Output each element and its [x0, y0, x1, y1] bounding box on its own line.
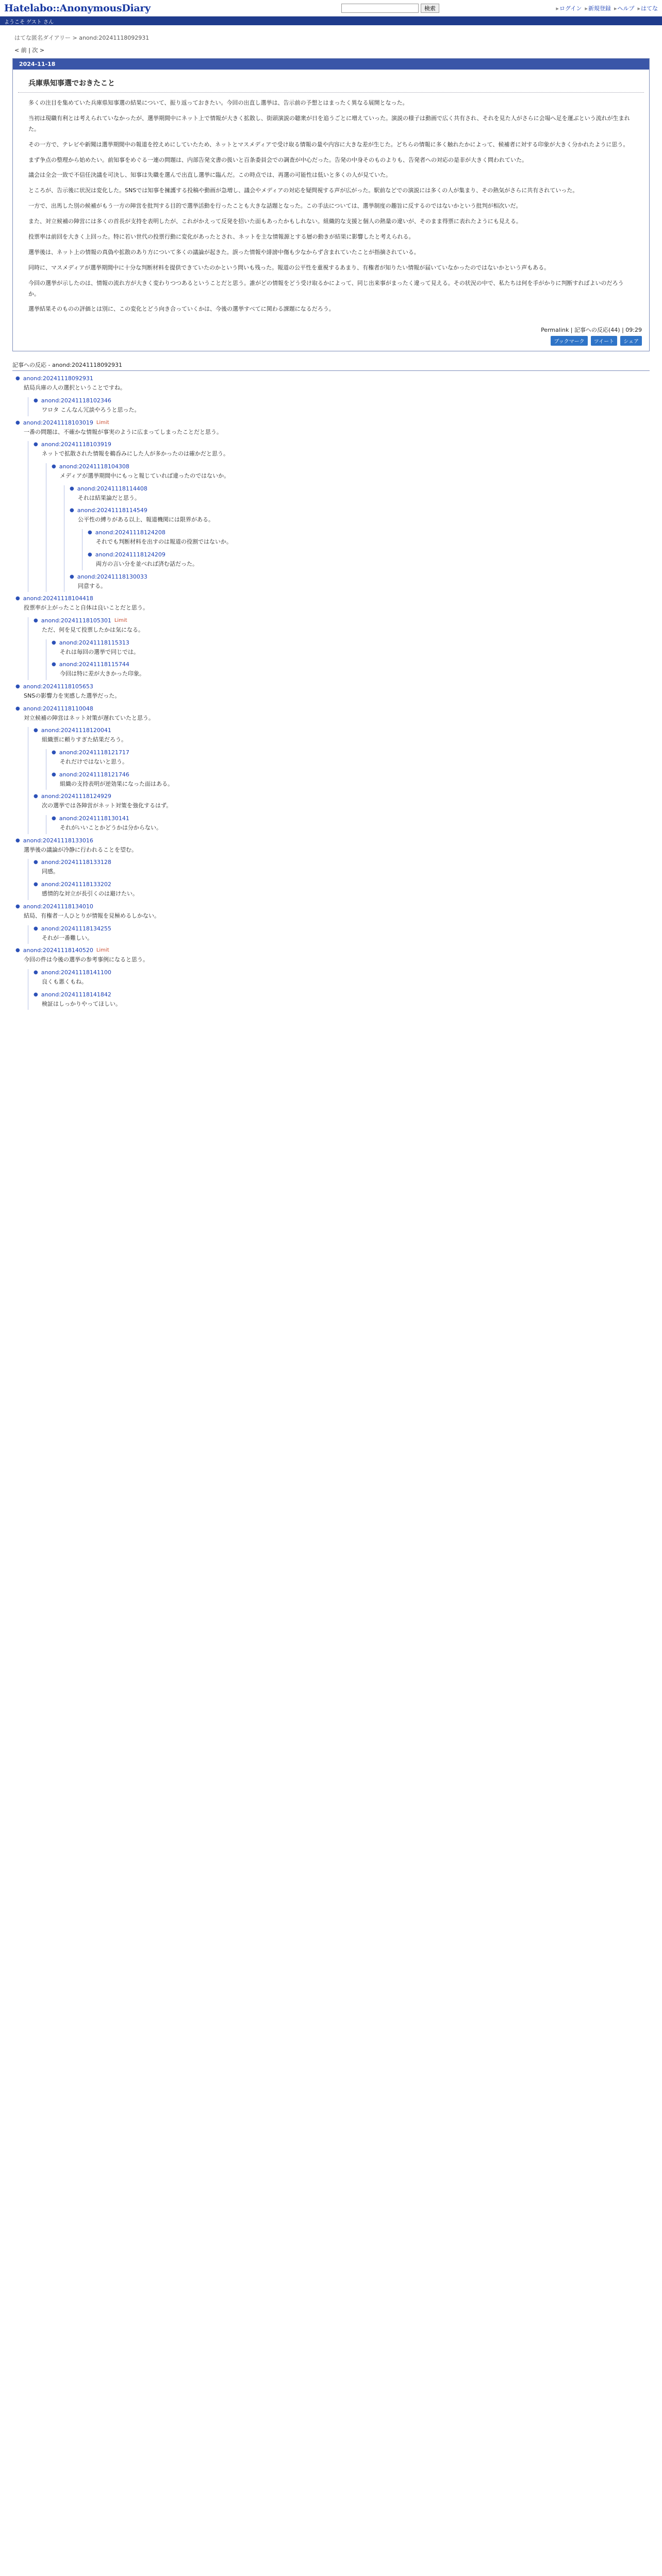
entry-paragraph: 選挙結果そのものの評価とは別に、この変化とどう向き合っていくかは、今後の選挙すべてに関わる課題になるだろう。: [28, 306, 335, 313]
comment-header: [34, 727, 650, 734]
entry-paragraph: また、対立候補の陣営には多くの首長が支持を表明したが、これがかえって反発を招いた面もあったかもしれない。組織的な支援と個人の熱量の違いが、そのまま得票に表れたようにも見える。: [28, 218, 522, 225]
comment-badge: Limit: [96, 947, 109, 954]
comment-replies: [64, 485, 650, 592]
comment-bullet-icon: ●: [88, 551, 92, 557]
comment-bullet-icon: ●: [52, 662, 56, 668]
site-logo[interactable]: Hatelabo::AnonymousDiary: [4, 2, 151, 14]
comment-header: [15, 375, 650, 382]
comment-header: [34, 969, 650, 976]
comment-link[interactable]: anond:20241118105301: [41, 617, 111, 624]
comment: [34, 727, 650, 790]
comment-text: 両方の言い分を並べれば済む話だった。: [96, 560, 198, 567]
comment-text: 今回は特に差が大きかった印象。: [60, 670, 145, 677]
comment-link[interactable]: anond:20241118134255: [41, 925, 111, 932]
comment-text: それが一番難しい。: [42, 934, 93, 941]
comment-header: [34, 991, 650, 998]
comment-bullet-icon: ●: [15, 903, 20, 909]
entry-paragraph: 一方で、出馬した別の候補がもう一方の陣営を批判する目的で選挙活動を行ったことも大きな話題となった。この手法については、選挙制度の趣旨に反するのではないかという批判が相次いだ。: [28, 202, 522, 210]
comment: [52, 661, 650, 680]
comment: [52, 815, 650, 834]
entry-paragraph: その一方で、テレビや新聞は選挙期間中の報道を控えめにしていたため、ネットとマスメディアで受け取る情報の量や内容に大きな差が生じた。どちらの情報に多く触れたかによって、候補者に対する印象が大きく分かれたように思う。: [28, 141, 629, 148]
comment-replies: [46, 815, 650, 834]
comment-header: [34, 441, 650, 448]
comment: [15, 705, 650, 834]
comment-text: 投票率が上がったこと自体は良いことだと思う。: [24, 604, 148, 612]
entry-paragraph: 今回の選挙が示したのは、情報の流れ方が大きく変わりつつあるということだと思う。誰がどの情報をどう受け取るかによって、同じ出来事がまったく違って見える。その状況の中で、私たちは何を手がかりに判断すればよいのだろうか。: [28, 279, 624, 297]
comments-header: 記事への反応 - anond:20241118092931: [12, 361, 650, 371]
comment-badge: Limit: [114, 617, 127, 623]
comment-bullet-icon: ●: [34, 442, 38, 448]
comment-link[interactable]: anond:20241118104308: [59, 463, 129, 470]
comment-link[interactable]: anond:20241118130033: [77, 573, 147, 580]
comment-link[interactable]: anond:20241118104418: [23, 595, 93, 602]
comment-link[interactable]: anond:20241118124209: [95, 551, 166, 558]
comment: [88, 529, 650, 548]
comment-header: [70, 573, 650, 580]
entry-paragraph: まず争点の整理から始めたい。前知事をめぐる一連の問題は、内部告発文書の扱いと百条委員会での調査が中心だった。告発の中身そのものよりも、告発者への対応の是非が大きく問われていた。: [28, 156, 527, 163]
comment-replies: [28, 925, 650, 944]
comment-replies: [28, 859, 650, 900]
entry-paragraph: 多くの注目を集めていた兵庫県知事選の結果について、振り返っておきたい。今回の出直し選挙は、告示前の予想とはまったく異なる展開となった。: [28, 99, 408, 106]
comment: [34, 617, 650, 680]
comment-link[interactable]: anond:20241118121717: [59, 749, 129, 756]
comment-text: 組織票に頼りすぎた結果だろう。: [42, 736, 127, 743]
entry-paragraph: 議会は全会一致で不信任決議を可決し、知事は失職を選んで出直し選挙に臨んだ。この時点では、再選の可能性は低いと多くの人が見ていた。: [28, 172, 391, 179]
comment-replies: [46, 749, 650, 790]
comment-link[interactable]: anond:20241118103919: [41, 441, 111, 448]
comment-link[interactable]: anond:20241118134010: [23, 903, 93, 910]
comment-badge: Limit: [96, 419, 109, 426]
comment-text: SNSの影響力を実感した選挙だった。: [24, 692, 121, 699]
comment-header: [52, 749, 650, 756]
comment-link[interactable]: anond:20241118115313: [59, 639, 129, 646]
comment: [15, 419, 650, 592]
search-input[interactable]: [341, 4, 419, 13]
comment-bullet-icon: ●: [15, 837, 20, 843]
comment: [88, 551, 650, 570]
comment-header: [34, 881, 650, 888]
comment-text: 組織の支持表明が逆効果になった面はある。: [60, 780, 173, 787]
comment-link[interactable]: anond:20241118133016: [23, 837, 93, 844]
comment-text: それは毎回の選挙で同じでは。: [60, 648, 139, 655]
comment-link[interactable]: anond:20241118110048: [23, 705, 93, 712]
comment-text: 検証はしっかりやってほしい。: [42, 1000, 121, 1007]
comment-link[interactable]: anond:20241118114549: [77, 507, 147, 514]
top-link-hatena[interactable]: ▸ はてな: [637, 4, 658, 12]
entry-paragraph: ところが、告示後に状況は変化した。SNSでは知事を擁護する投稿や動画が急増し、議会やメディアの対応を疑問視する声が広がった。駅前などでの演説には多くの人が集まり、その熱気がさらに共有されていった。: [28, 187, 578, 194]
comment-text: 次の選挙では各陣営がネット対策を強化するはず。: [42, 802, 172, 809]
comment: [52, 771, 650, 790]
comment: [34, 925, 650, 944]
comment-replies: [46, 639, 650, 680]
comment-text: それだけではないと思う。: [60, 758, 128, 766]
search-form: [341, 4, 439, 13]
comment: [70, 485, 650, 504]
comment-text: それがいいことかどうかは分からない。: [60, 824, 162, 832]
comment-link[interactable]: anond:20241118124929: [41, 793, 111, 800]
comment-header: [88, 551, 650, 558]
comment-link[interactable]: anond:20241118120041: [41, 727, 111, 734]
comment-bullet-icon: ●: [70, 507, 74, 514]
comment-replies: [46, 463, 650, 592]
comment: [15, 903, 650, 944]
comment-link[interactable]: anond:20241118102346: [41, 397, 111, 404]
comment-header: [15, 595, 650, 602]
comment-link[interactable]: anond:20241118140520: [23, 947, 93, 954]
comment-link[interactable]: anond:20241118133202: [41, 881, 111, 888]
comment-bullet-icon: ●: [52, 464, 56, 470]
search-button[interactable]: 検索: [421, 4, 439, 13]
comment-link[interactable]: anond:20241118092931: [23, 375, 93, 382]
entry-title[interactable]: 兵庫県知事選でおきたこと: [18, 70, 644, 93]
top-link-help[interactable]: ▸ ヘルプ: [614, 4, 635, 12]
comment: [34, 881, 650, 900]
comment-link[interactable]: anond:20241118141842: [41, 991, 111, 998]
comment-header: [70, 507, 650, 514]
comment-header: [15, 903, 650, 910]
comment-text: 対立候補の陣営はネット対策が遅れていたと思う。: [24, 714, 154, 721]
comment-text: 感情的な対立が長引くのは避けたい。: [42, 890, 138, 897]
comment: [52, 749, 650, 768]
comment-text: ネットで拡散された情報を鵜呑みにした人が多かったのは確かだと思う。: [42, 450, 229, 457]
comment-replies: [28, 969, 650, 1010]
entry-paragraph: 投票率は前回を大きく上回った。特に若い世代の投票行動に変化があったとされ、ネットを主な情報源とする層の動きが結果に影響したと考えられる。: [28, 233, 415, 241]
comment-header: [34, 397, 650, 404]
comment: [52, 639, 650, 658]
comment-header: [15, 705, 650, 712]
comment-replies: [82, 529, 650, 570]
comment-link[interactable]: anond:20241118121746: [59, 771, 129, 778]
comment: [15, 595, 650, 680]
comment-bullet-icon: ●: [34, 991, 38, 997]
comment-link[interactable]: anond:20241118130141: [59, 815, 129, 822]
bookmark-button[interactable]: ブックマーク: [551, 336, 587, 346]
tweet-button[interactable]: ツイート: [591, 336, 618, 346]
comment-bullet-icon: ●: [70, 573, 74, 580]
comment-replies: [28, 617, 650, 680]
comment-link[interactable]: anond:20241118115744: [59, 661, 129, 668]
comment: [70, 507, 650, 570]
comment-text: 良くも悪くもね。: [42, 978, 87, 985]
comment: [34, 969, 650, 988]
comment-bullet-icon: ●: [34, 969, 38, 975]
comment-header: [52, 661, 650, 668]
entry-paragraph: 当初は現職有利とは考えられていなかったが、選挙期間中にネット上で情報が大きく拡散し、街頭演説の聴衆が日を追うごとに増えていった。演説の様子は動画で広く共有され、それを見た人がさらに会場へ足を運ぶという流れが生まれた。: [28, 114, 630, 132]
comment-text: ただ、何を見て投票したかは気になる。: [42, 626, 144, 633]
site-header: [0, 0, 662, 16]
comment-header: [34, 925, 650, 932]
comment: [34, 793, 650, 834]
comment-header: [15, 419, 650, 426]
entry-body: [13, 93, 649, 323]
comment: [52, 463, 650, 592]
comment-header: [70, 485, 650, 492]
top-links: [556, 4, 658, 12]
top-link-signup[interactable]: ▸ 新規登録: [585, 4, 611, 12]
comment: [34, 441, 650, 592]
comment-bullet-icon: ●: [15, 419, 20, 426]
comment-bullet-icon: ●: [52, 639, 56, 646]
comment-header: [34, 617, 650, 624]
comment-link[interactable]: anond:20241118133128: [41, 859, 111, 866]
entry-paragraph: 選挙後は、ネット上の情報の真偽や拡散のあり方について多くの議論が起きた。誤った情報や誹謗中傷も少なからず含まれていたことが指摘されている。: [28, 248, 420, 256]
comment-text: ワロタ こんなん冗談やろうと思った。: [42, 406, 140, 414]
comment-bullet-icon: ●: [34, 859, 38, 866]
comment-bullet-icon: ●: [34, 793, 38, 800]
comment-bullet-icon: ●: [34, 727, 38, 734]
comment-header: [52, 463, 650, 470]
comment-header: [15, 947, 650, 954]
comment-tree: [15, 375, 650, 1010]
comment-text: 結局兵庫の人の選択ということですね。: [24, 384, 126, 392]
comment-text: それでも判断材料を出すのは報道の役割ではないか。: [96, 538, 232, 546]
comment-bullet-icon: ●: [52, 750, 56, 756]
comment-text: 今回の件は今後の選挙の参考事例になると思う。: [24, 956, 148, 963]
comment-text: 同意する。: [78, 582, 106, 589]
breadcrumb[interactable]: はてな匿名ダイアリー > anond:20241118092931: [14, 35, 150, 41]
top-link-login[interactable]: ▸ ログイン: [556, 4, 582, 12]
comment: [15, 375, 650, 416]
comment-text: 公平性の縛りがある以上、報道機関には限界がある。: [78, 516, 214, 523]
comment-text: 一番の問題は、不確かな情報が事実のように広まってしまったことだと思う。: [24, 428, 222, 435]
entry-nav[interactable]: < 前 | 次 >: [14, 47, 45, 54]
comment: [34, 397, 650, 416]
comment-bullet-icon: ●: [15, 596, 20, 602]
comment: [34, 859, 650, 878]
comment-bullet-icon: ●: [70, 485, 74, 492]
comment: [34, 991, 650, 1010]
comment: [15, 683, 650, 702]
comment-text: 選挙後の議論が冷静に行われることを望む。: [24, 846, 137, 853]
comment-bullet-icon: ●: [88, 530, 92, 536]
comment-header: [15, 837, 650, 844]
entry: [12, 58, 650, 351]
comment-bullet-icon: ●: [15, 705, 20, 711]
comment-header: [52, 639, 650, 646]
comment: [15, 837, 650, 900]
comment-link[interactable]: anond:20241118124208: [95, 529, 166, 536]
comment-text: 結局、有権者一人ひとりが情報を見極めるしかない。: [24, 912, 160, 919]
comment-bullet-icon: ●: [34, 925, 38, 931]
comment-header: [34, 859, 650, 866]
comment-link[interactable]: anond:20241118141100: [41, 969, 111, 976]
comment-replies: [28, 441, 650, 592]
comment-bullet-icon: ●: [15, 947, 20, 954]
comment-bullet-icon: ●: [34, 617, 38, 623]
comment-text: 同感。: [42, 868, 59, 875]
comment-header: [88, 529, 650, 536]
comment-link[interactable]: anond:20241118105653: [23, 683, 93, 690]
comment-bullet-icon: ●: [34, 398, 38, 404]
comment-link[interactable]: anond:20241118103019: [23, 419, 93, 426]
comment-header: [52, 771, 650, 778]
comment-bullet-icon: ●: [34, 882, 38, 888]
comment-replies: [28, 727, 650, 834]
comment: [70, 573, 650, 592]
share-button[interactable]: シェア: [620, 336, 642, 346]
comment-text: メディアが選挙期間中にもっと報じていれば違ったのではないか。: [60, 472, 230, 480]
entry-paragraph: 同時に、マスメディアが選挙期間中に十分な判断材料を提供できていたのかという問いも残った。報道の公平性を重視するあまり、有権者が知りたい情報が届いていなかったのではないかという声もある。: [28, 264, 550, 271]
comment-bullet-icon: ●: [52, 816, 56, 822]
comment-header: [34, 793, 650, 800]
comment-bullet-icon: ●: [52, 771, 56, 777]
comment-header: [52, 815, 650, 822]
comment-header: [15, 683, 650, 690]
comment-link[interactable]: anond:20241118114408: [77, 485, 147, 492]
entry-footer[interactable]: Permalink | 記事への反応(44) | 09:29: [541, 327, 642, 334]
comment-bullet-icon: ●: [15, 376, 20, 382]
comment: [15, 947, 650, 1010]
comment-text: それは結果論だと思う。: [78, 494, 140, 501]
comment-bullet-icon: ●: [15, 683, 20, 689]
welcome-bar: ようこそ ゲスト さん: [0, 16, 662, 25]
share-bar: [13, 336, 649, 351]
entry-date: 2024-11-18: [13, 59, 649, 70]
comment-replies: [28, 397, 650, 416]
